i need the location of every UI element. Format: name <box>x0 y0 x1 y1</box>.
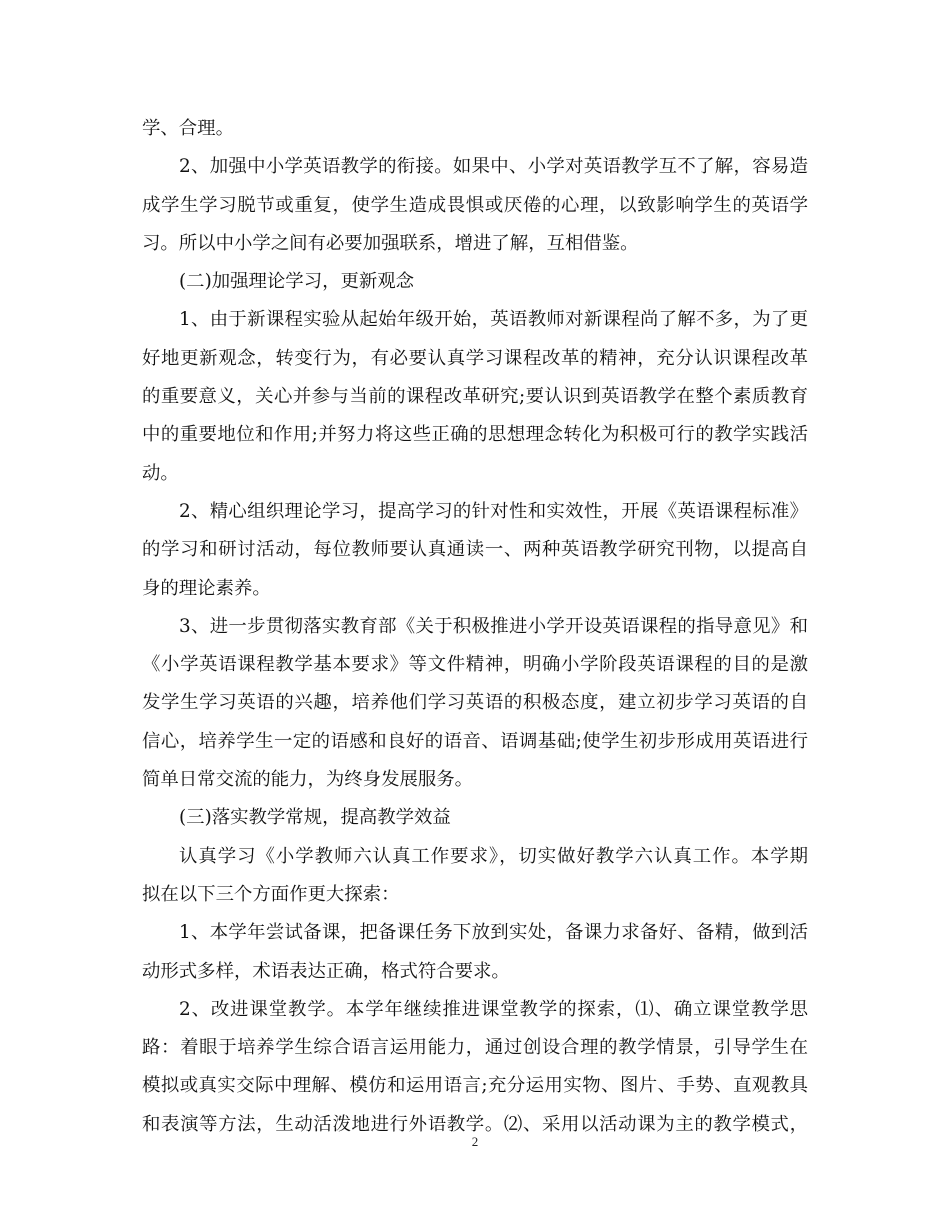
paragraph <box>142 991 808 1144</box>
text-line: 身的理论素养。 <box>142 577 271 599</box>
text-line: 发学生学习英语的兴趣，培养他们学习英语的积极态度，建立初步学习英语的自 <box>142 692 808 714</box>
text-line: 的学习和研讨活动，每位教师要认真通读一、两种英语教学研究刊物，以提高自 <box>142 539 808 561</box>
text-line: 2、精心组织理论学习，提高学习的针对性和实效性，开展《英语课程标准》 <box>179 500 808 522</box>
text-line: 认真学习《小学教师六认真工作要求》，切实做好教学六认真工作。本学期 <box>179 845 808 867</box>
text-line: (三)落实教学常规，提高教学效益 <box>179 807 451 829</box>
text-line: 动形式多样，术语表达正确，格式符合要求。 <box>142 960 510 982</box>
text-line: 的重要意义，关心并参与当前的课程改革研究;要认识到英语教学在整个素质教育 <box>142 386 808 408</box>
section-heading <box>142 799 808 837</box>
text-line: 路：着眼于培养学生综合语言运用能力，通过创设合理的教学情景，引导学生在 <box>142 1037 808 1059</box>
paragraph <box>142 838 808 915</box>
text-line: 2、加强中小学英语教学的衔接。如果中、小学对英语教学互不了解，容易造 <box>179 156 808 178</box>
text-line: (二)加强理论学习，更新观念 <box>179 271 415 293</box>
section-heading <box>142 263 808 301</box>
text-line: 中的重要地位和作用;并努力将这些正确的思想理念转化为积极可行的教学实践活 <box>142 424 808 446</box>
paragraph <box>142 110 808 148</box>
text-line: 好地更新观念，转变行为，有必要认真学习课程改革的精神，充分认识课程改革 <box>142 347 808 369</box>
text-line: 《小学英语课程教学基本要求》等文件精神，明确小学阶段英语课程的目的是激 <box>142 654 808 676</box>
text-line: 和表演等方法，生动活泼地进行外语教学。⑵、采用以活动课为主的教学模式， <box>142 1113 808 1135</box>
text-line: 2、改进课堂教学。本学年继续推进课堂教学的探索，⑴、确立课堂教学思 <box>179 998 808 1020</box>
text-line: 动。 <box>142 462 179 484</box>
text-line: 拟在以下三个方面作更大探索： <box>142 883 400 905</box>
text-line: 1、本学年尝试备课，把备课任务下放到实处，备课力求备好、备精，做到活 <box>179 922 808 944</box>
paragraph <box>142 148 808 263</box>
text-line: 习。所以中小学之间有必要加强联系，增进了解，互相借鉴。 <box>142 232 639 254</box>
text-line: 1、由于新课程实验从起始年级开始，英语教师对新课程尚了解不多，为了更 <box>179 309 808 331</box>
paragraph <box>142 301 808 492</box>
text-line: 信心，培养学生一定的语感和良好的语音、语调基础;使学生初步形成用英语进行 <box>142 730 808 752</box>
text-line: 简单日常交流的能力，为终身发展服务。 <box>142 769 474 791</box>
text-line: 成学生学习脱节或重复，使学生造成畏惧或厌倦的心理，以致影响学生的英语学 <box>142 194 808 216</box>
paragraph <box>142 493 808 608</box>
text-line: 学、合理。 <box>142 118 234 139</box>
text-line: 模拟或真实交际中理解、模仿和运用语言;充分运用实物、图片、手势、直观教具 <box>142 1075 808 1097</box>
document-body <box>142 110 808 1144</box>
text-line: 3、进一步贯彻落实教育部《关于积极推进小学开设英语课程的指导意见》和 <box>179 615 808 637</box>
paragraph <box>142 914 808 991</box>
paragraph <box>142 608 808 799</box>
page-number: 2 <box>471 1134 479 1149</box>
